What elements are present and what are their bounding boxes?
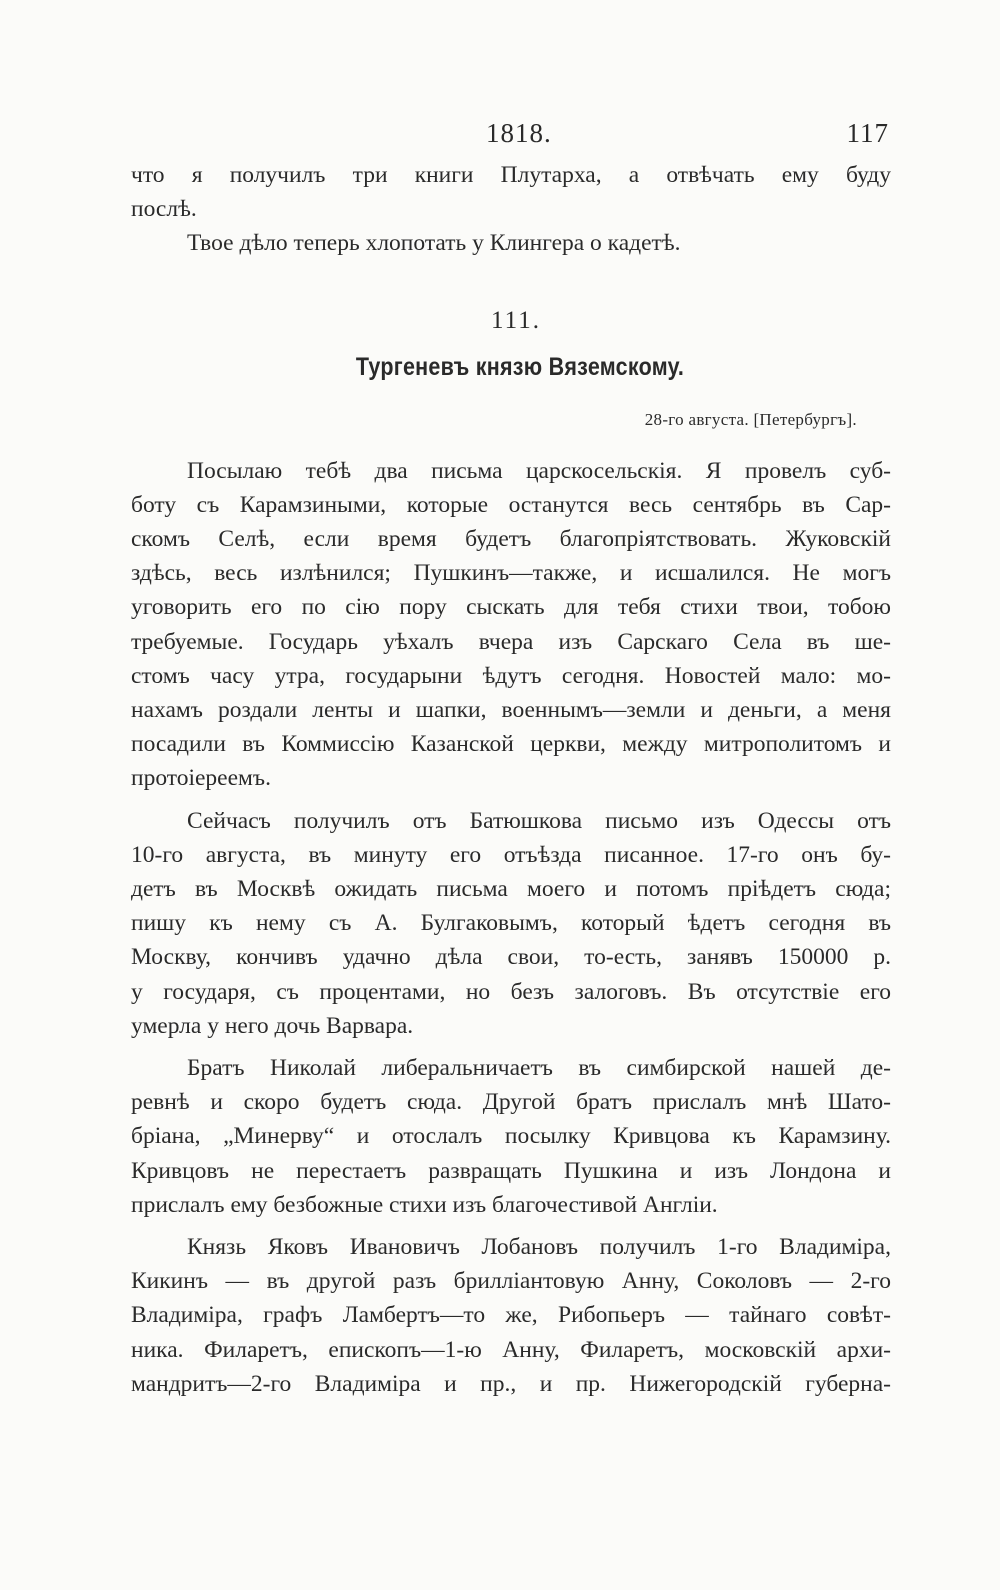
text-line: ника. Филаретъ, епископъ—1-ю Анну, Филаретъ, московскій архи- [131,1336,891,1363]
text-line: Братъ Николай либеральничаетъ въ симбирской нашей де- [187,1055,891,1082]
continuation-paragraph [131,226,891,260]
text-line: Посылаю тебѣ два письма царскосельскія. Я провелъ суб- [187,457,891,484]
running-head [131,118,891,158]
text-line: протоіереемъ. [131,765,271,792]
text-line: ревнѣ и скоро будетъ сюда. Другой братъ прислалъ мнѣ Шато- [131,1089,891,1116]
letter-paragraph [131,454,891,796]
text-line: мандритъ—2-го Владиміра и пр., и пр. Нижегородскій губерна- [131,1370,891,1397]
continuation-paragraph [131,158,891,226]
text-line: Сейчасъ получилъ отъ Батюшкова письмо изъ Одессы отъ [187,807,891,834]
text-line: нахамъ роздали ленты и шапки, военнымъ—земли и деньги, а меня [131,697,891,724]
text-line: посадили въ Коммиссію Казанской церкви, между митрополитомъ и [131,731,891,758]
text-line: уговорить его по сію пору сыскать для тебя стихи твои, тобою [131,594,891,621]
letter-paragraph [131,1230,891,1401]
text-line: Кикинъ — въ другой разъ бриллiантовую Анну, Соколовъ — 2-го [131,1268,891,1295]
letter-body [131,454,891,1401]
letter-title: Тургеневъ князю Вяземскому. [355,352,685,381]
text-line: Князь Яковъ Ивановичъ Лобановъ получилъ 1-го Владиміра, [187,1234,891,1261]
text-line: 10-го августа, въ минуту его отъѣзда писанное. 17-го онъ бу- [131,841,891,868]
letter-paragraph [131,1051,891,1222]
text-line: послѣ. [131,196,197,223]
text-line: прислалъ ему безбожные стихи изъ благочестивой Англіи. [131,1191,718,1218]
text-line: требуемые. Государь уѣхалъ вчера изъ Сарскаго Села въ ше- [131,628,891,655]
text-line: Кривцовъ не перестаетъ развращать Пушкина и изъ Лондона и [131,1157,891,1184]
text-line: Владиміра, графъ Ламбертъ—то же, Рибопьеръ — тайнаго совѣт- [131,1302,891,1329]
text-line: умерла у него дочь Варвара. [131,1012,414,1039]
text-line: здѣсь, весь излѣнился; Пушкинъ—также, и исшалился. Не могъ [131,560,891,587]
text-line: детъ въ Москвѣ ожидать письма моего и потомъ пріѣдетъ сюда; [131,876,891,903]
text-line: Твое дѣло теперь хлопотать у Клингера о кадетѣ. [187,230,681,257]
text-line: скомъ Селѣ, если время будетъ благопріятствовать. Жуковскій [131,526,891,553]
book-page [131,118,891,1409]
text-line: стомъ часу утра, государыни ѣдутъ сегодня. Новостей мало: мо- [131,662,891,689]
text-line: что я получилъ три книги Плутарха, а отвѣчать ему буду [131,162,891,188]
letter-number: 111. [491,306,541,334]
letter-dateline: 28-го августа. [Петербургъ]. [644,409,857,429]
text-line: Москву, кончивъ удачно дѣла свои, то-есть, занявъ 150000 р. [131,944,891,971]
text-line: бріана, „Минерву“ и отослалъ посылку Кривцова къ Карамзину. [131,1123,891,1150]
text-line: у государя, съ процентами, но безъ залоговъ. Въ отсутствіе его [131,978,891,1005]
letter-paragraph [131,804,891,1043]
running-head-year: 1818. [486,118,552,148]
text-line: пишу къ нему съ А. Булгаковымъ, который ѣдетъ сегодня въ [131,910,891,937]
text-line: боту съ Карамзиными, которые останутся весь сентябрь въ Сар- [131,491,891,518]
page-number: 117 [846,118,889,148]
